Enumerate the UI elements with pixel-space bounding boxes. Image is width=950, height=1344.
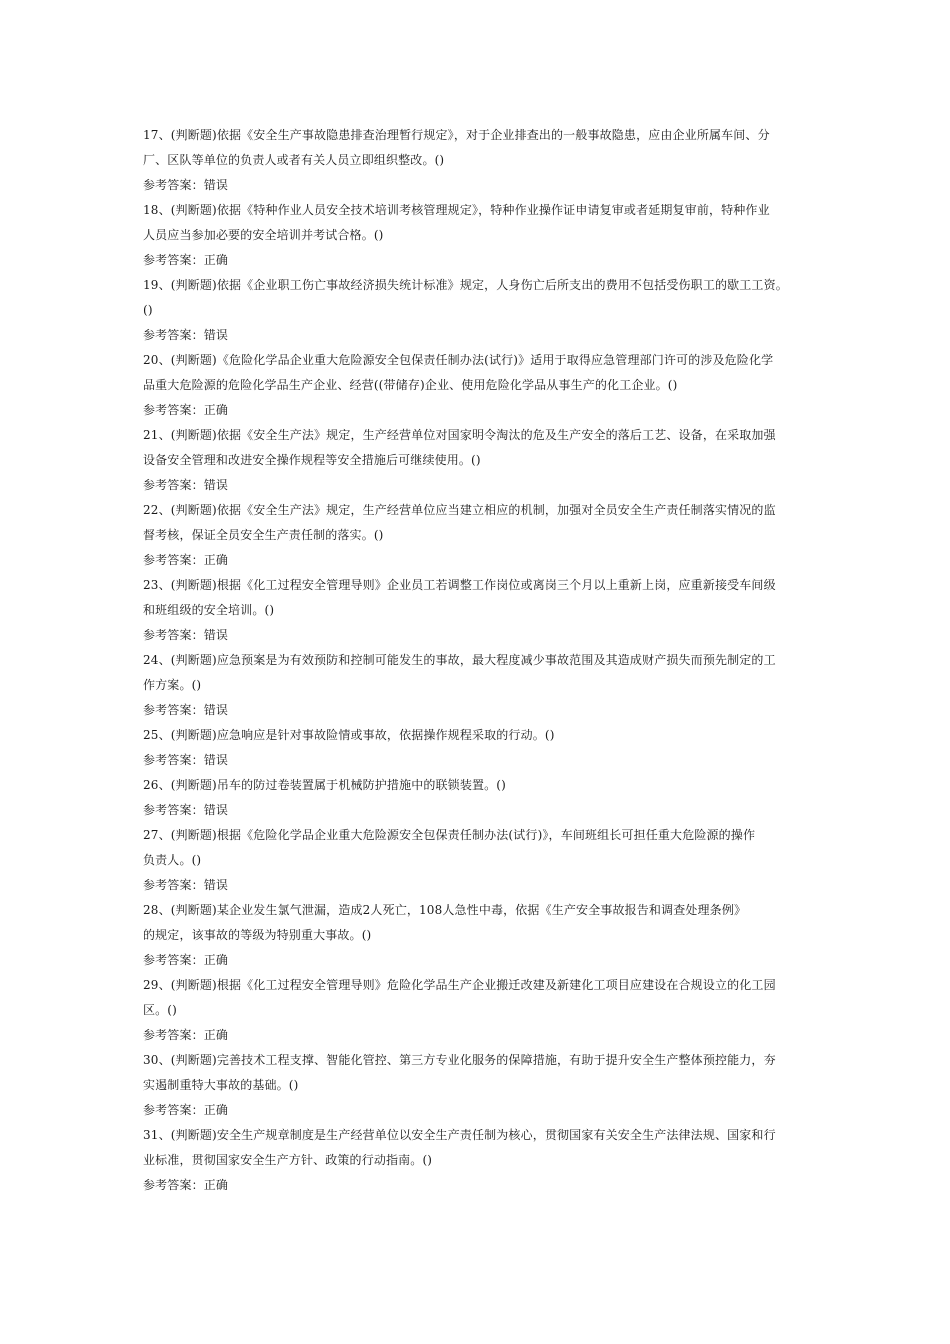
question-item-17 [143, 123, 815, 198]
question-text-line: 负责人。() [143, 853, 202, 867]
document-page [143, 123, 815, 1198]
question-text-line: 督考核，保证全员安全生产责任制的落实。() [143, 528, 384, 542]
reference-answer: 参考答案：错误 [143, 328, 229, 342]
question-text-line: 20、(判断题)《危险化学品企业重大危险源安全包保责任制办法(试行)》适用于取得应急管理部门许可的涉及危险化学 [143, 353, 774, 367]
question-text-line: 23、(判断题)根据《化工过程安全管理导则》企业员工若调整工作岗位或离岗三个月以上重新上岗，应重新接受车间级 [143, 578, 776, 592]
question-item-28 [143, 898, 815, 973]
reference-answer: 参考答案：正确 [143, 953, 229, 967]
question-text-line: 30、(判断题)完善技术工程支撑、智能化管控、第三方专业化服务的保障措施，有助于提升安全生产整体预控能力，夯 [143, 1053, 776, 1067]
question-text-line: 31、(判断题)安全生产规章制度是生产经营单位以安全生产责任制为核心，贯彻国家有关安全生产法律法规、国家和行 [143, 1128, 776, 1142]
question-item-30 [143, 1048, 815, 1123]
question-text-line: 厂、区队等单位的负责人或者有关人员立即组织整改。() [143, 153, 445, 167]
question-text-line: () [143, 303, 153, 317]
reference-answer: 参考答案：正确 [143, 553, 229, 567]
question-text-line: 作方案。() [143, 678, 202, 692]
question-text-line: 18、(判断题)依据《特种作业人员安全技术培训考核管理规定》，特种作业操作证申请复审或者延期复审前，特种作业 [143, 203, 770, 217]
question-text-line: 29、(判断题)根据《化工过程安全管理导则》危险化学品生产企业搬迁改建及新建化工项目应建设在合规设立的化工园 [143, 978, 776, 992]
question-text-line: 设备安全管理和改进安全操作规程等安全措施后可继续使用。() [143, 453, 481, 467]
question-item-22 [143, 498, 815, 573]
question-text-line: 25、(判断题)应急响应是针对事故险情或事故，依据操作规程采取的行动。() [143, 728, 555, 742]
question-item-19 [143, 273, 815, 348]
question-text-line: 人员应当参加必要的安全培训并考试合格。() [143, 228, 384, 242]
question-item-25 [143, 723, 815, 773]
question-text-line: 19、(判断题)依据《企业职工伤亡事故经济损失统计标准》规定，人身伤亡后所支出的费用不包括受伤职工的歇工工资。 [143, 278, 788, 292]
reference-answer: 参考答案：错误 [143, 803, 229, 817]
question-item-27 [143, 823, 815, 898]
question-text-line: 和班组级的安全培训。() [143, 603, 275, 617]
question-item-26 [143, 773, 815, 823]
reference-answer: 参考答案：正确 [143, 1103, 229, 1117]
reference-answer: 参考答案：错误 [143, 178, 229, 192]
question-item-24 [143, 648, 815, 723]
question-text-line: 区。() [143, 1003, 177, 1017]
reference-answer: 参考答案：错误 [143, 753, 229, 767]
question-item-20 [143, 348, 815, 423]
reference-answer: 参考答案：错误 [143, 628, 229, 642]
reference-answer: 参考答案：正确 [143, 403, 229, 417]
question-text-line: 26、(判断题)吊车的防过卷装置属于机械防护措施中的联锁装置。() [143, 778, 506, 792]
question-text-line: 21、(判断题)依据《安全生产法》规定，生产经营单位对国家明令淘汰的危及生产安全的落后工艺、设备，在采取加强 [143, 428, 776, 442]
question-text-line: 27、(判断题)根据《危险化学品企业重大危险源安全包保责任制办法(试行)》，车间班组长可担任重大危险源的操作 [143, 828, 756, 842]
reference-answer: 参考答案：正确 [143, 1178, 229, 1192]
reference-answer: 参考答案：错误 [143, 878, 229, 892]
question-item-31 [143, 1123, 815, 1198]
question-text-line: 的规定，该事故的等级为特别重大事故。() [143, 928, 372, 942]
question-text-line: 22、(判断题)依据《安全生产法》规定，生产经营单位应当建立相应的机制，加强对全员安全生产责任制落实情况的监 [143, 503, 776, 517]
question-text-line: 17、(判断题)依据《安全生产事故隐患排查治理暂行规定》，对于企业排查出的一般事故隐患，应由企业所属车间、分 [143, 128, 770, 142]
question-item-18 [143, 198, 815, 273]
question-text-line: 业标准，贯彻国家安全生产方针、政策的行动指南。() [143, 1153, 433, 1167]
question-text-line: 28、(判断题)某企业发生氯气泄漏，造成2人死亡，108人急性中毒，依据《生产安全事故报告和调查处理条例》 [143, 903, 747, 917]
reference-answer: 参考答案：正确 [143, 1028, 229, 1042]
reference-answer: 参考答案：错误 [143, 478, 229, 492]
question-text-line: 实遏制重特大事故的基础。() [143, 1078, 299, 1092]
reference-answer: 参考答案：错误 [143, 703, 229, 717]
question-text-line: 品重大危险源的危险化学品生产企业、经营((带储存)企业、使用危险化学品从事生产的化工企业。() [143, 378, 678, 392]
question-item-23 [143, 573, 815, 648]
question-text-line: 24、(判断题)应急预案是为有效预防和控制可能发生的事故，最大程度减少事故范围及其造成财产损失而预先制定的工 [143, 653, 776, 667]
question-item-29 [143, 973, 815, 1048]
reference-answer: 参考答案：正确 [143, 253, 229, 267]
question-item-21 [143, 423, 815, 498]
